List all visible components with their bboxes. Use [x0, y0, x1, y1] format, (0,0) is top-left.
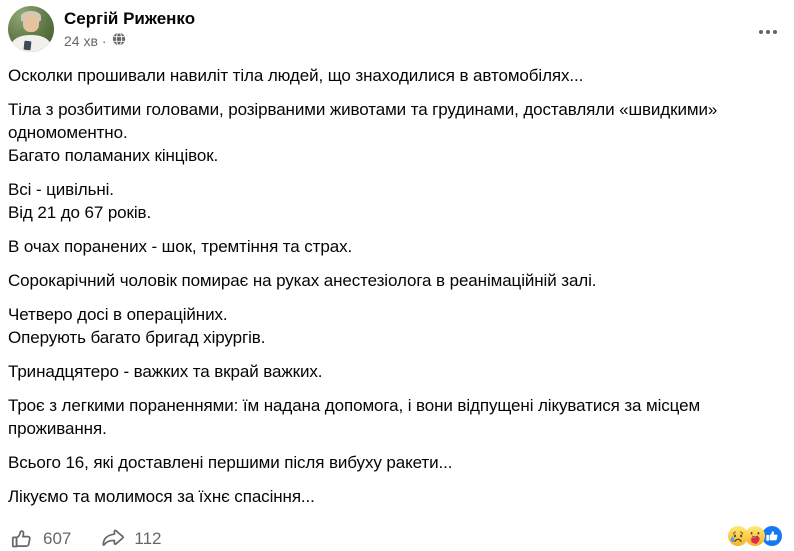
post-text-line: Тринадцятеро - важких та вкрай важких.: [8, 362, 323, 381]
post-text-line: Тіла з розбитими головами, розірваними животами та грудинами, доставляли «швидкими» одномоментно.: [8, 100, 718, 142]
engagement-bar: [8, 519, 786, 551]
author-name[interactable]: Сергій Риженко: [64, 9, 196, 28]
meta-separator: ·: [101, 32, 107, 49]
post-text-line: Всього 16, які доставлені першими після вибуху ракети...: [8, 453, 453, 472]
avatar-badge: [24, 41, 32, 51]
header-text: [64, 6, 195, 49]
ellipsis-icon: [759, 30, 763, 34]
engagement-left: [10, 527, 161, 551]
post-paragraph: [8, 98, 786, 167]
post-text-line: Багато поламаних кінцівок.: [8, 146, 219, 165]
post-header: [8, 6, 786, 58]
share-arrow-icon: [101, 527, 125, 551]
share-count-button[interactable]: [101, 527, 161, 551]
post-paragraph: [8, 303, 786, 349]
post-text-line: Сорокарічний чоловік помирає на руках анестезіолога в реанімаційній залі.: [8, 271, 597, 290]
post-content: [8, 58, 786, 508]
post-paragraph: [8, 485, 786, 508]
ellipsis-icon: [766, 30, 770, 34]
post-text-line: Троє з легкими пораненнями: їм надана допомога, і вони відпущені лікуватися за місцем проживання.: [8, 396, 701, 438]
post-text-line: Лікуємо та молимося за їхнє спасіння...: [8, 487, 315, 506]
like-count: 607: [43, 528, 72, 548]
post-paragraph: [8, 178, 786, 224]
post-paragraph: [8, 451, 786, 474]
post-paragraph: [8, 269, 786, 292]
post-text-line: Оперують багато бригад хірургів.: [8, 328, 266, 347]
post-text-line: Всі - цивільні.: [8, 180, 114, 199]
post-paragraph: [8, 394, 786, 440]
blue-like-reaction-icon: [762, 526, 782, 551]
post-text-line: В очах поранених - шок, тремтіння та страх.: [8, 237, 353, 256]
post-paragraph: [8, 235, 786, 258]
globe-icon: [112, 32, 126, 49]
care-reaction-icon: [745, 526, 765, 551]
post-text-line: Осколки прошивали навиліт тіла людей, що знаходилися в автомобілях...: [8, 66, 584, 85]
post-text-line: Від 21 до 67 років.: [8, 203, 152, 222]
timestamp[interactable]: 24 хв: [64, 32, 98, 49]
post-text-line: Четверо досі в операційних.: [8, 305, 228, 324]
share-count: 112: [134, 528, 162, 548]
avatar[interactable]: [8, 6, 54, 52]
post-paragraph: [8, 360, 786, 383]
post-paragraph: [8, 64, 786, 87]
post-meta: [64, 32, 195, 49]
thumbs-up-icon: [10, 527, 34, 551]
ellipsis-icon: [773, 30, 777, 34]
avatar-face: [23, 14, 39, 32]
reaction-summary[interactable]: [731, 526, 782, 551]
more-options-button[interactable]: [754, 22, 782, 42]
like-count-button[interactable]: [10, 527, 71, 551]
